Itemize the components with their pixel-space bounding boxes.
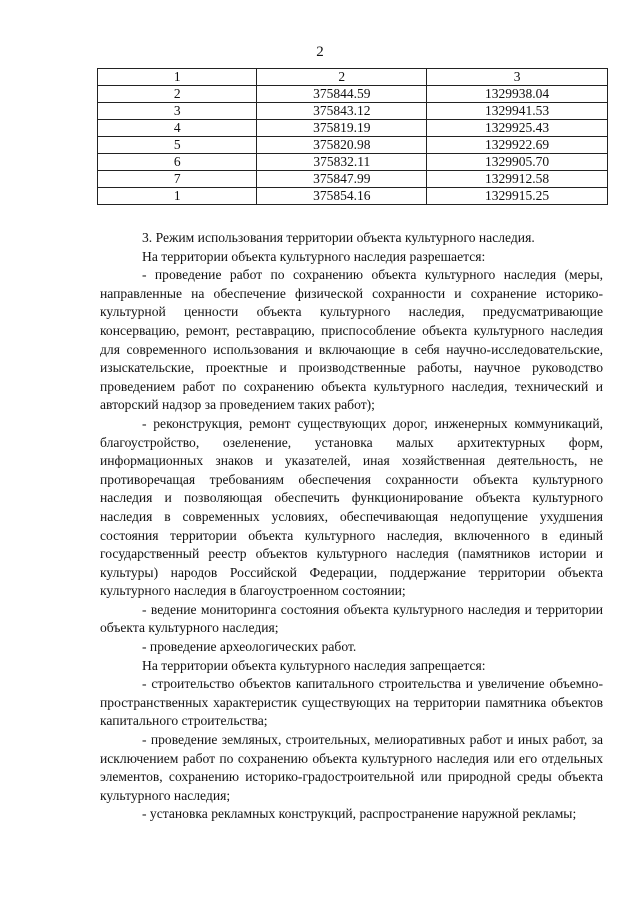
prohibited-intro: На территории объекта культурного наследия запрещается: — [142, 657, 486, 673]
table-header-cell: 1 — [98, 69, 257, 86]
table-cell-x: 375843.12 — [257, 103, 427, 120]
prohibited-item: - строительство объектов капитального строительства и увеличение объемно-пространственных характеристик существующих на территории памятника объектов капитального строительства; — [100, 676, 603, 729]
table-row — [98, 86, 608, 103]
table-cell-point: 7 — [98, 171, 257, 188]
allowed-item: - проведение археологических работ. — [142, 639, 357, 655]
table-cell-y: 1329925.43 — [427, 120, 608, 137]
table-cell-y: 1329912.58 — [427, 171, 608, 188]
coordinates-table — [97, 68, 608, 205]
table-cell-y: 1329922.69 — [427, 137, 608, 154]
table-cell-point: 1 — [98, 188, 257, 205]
table-cell-y: 1329941.53 — [427, 103, 608, 120]
allowed-item: - проведение работ по сохранению объекта культурного наследия (меры, направленные на обеспечение физической сохранности и сохранение историко-культурной ценности объекта культурного наследия, предусматривающие консервацию, ремонт, реставрацию, приспособление объекта культурного наследия для современного использования и включающие в себя научно-исследовательские, изыскательские, проектные и производственные работы, научное руководство проведением работ по сохранению объекта культурного наследия, технический и авторский надзор за проведением таких работ); — [100, 267, 603, 413]
table-cell-x: 375820.98 — [257, 137, 427, 154]
table-row — [98, 171, 608, 188]
table-cell-x: 375847.99 — [257, 171, 427, 188]
table-cell-y: 1329938.04 — [427, 86, 608, 103]
table-cell-point: 6 — [98, 154, 257, 171]
table-header-cell: 3 — [427, 69, 608, 86]
prohibited-item: - установка рекламных конструкций, распространение наружной рекламы; — [142, 806, 577, 822]
table-cell-x: 375844.59 — [257, 86, 427, 103]
prohibited-item: - проведение земляных, строительных, мелиоративных работ и иных работ, за исключением работ по сохранению объекта культурного наследия или его отдельных элементов, сохранению историко-градостроительной или природной среды объекта культурного наследия; — [100, 732, 603, 803]
body-text — [100, 229, 603, 824]
table-cell-x: 375854.16 — [257, 188, 427, 205]
table-row — [98, 120, 608, 137]
table-row — [98, 137, 608, 154]
page-number: 2 — [316, 44, 324, 60]
table-cell-y: 1329905.70 — [427, 154, 608, 171]
allowed-item: - ведение мониторинга состояния объекта культурного наследия и территории объекта культурного наследия; — [100, 601, 603, 636]
table-cell-point: 3 — [98, 103, 257, 120]
table-row — [98, 188, 608, 205]
table-cell-x: 375832.11 — [257, 154, 427, 171]
allowed-intro: На территории объекта культурного наследия разрешается: — [142, 248, 486, 264]
allowed-item: - реконструкция, ремонт существующих дорог, инженерных коммуникаций, благоустройство, озеленение, установка малых архитектурных форм, информационных знаков и указателей, иная хозяйственная деятельность, не противоречащая требованиям обеспечения сохранности объекта культурного наследия и позволяющая обеспечить функционирование объекта культурного наследия в современных условиях, обеспечивающая недопущение ухудшения состояния территории объекта культурного наследия, включенного в единый государственный реестр объектов культурного наследия (памятников истории и культуры) народов Российской Федерации, поддержание территории объекта культурного наследия в благоустроенном состоянии; — [100, 415, 603, 599]
section-heading: 3. Режим использования территории объекта культурного наследия. — [142, 230, 535, 245]
table-header-row — [98, 69, 608, 86]
table-header-cell: 2 — [257, 69, 427, 86]
table-cell-point: 2 — [98, 86, 257, 103]
table-cell-point: 5 — [98, 137, 257, 154]
table-row — [98, 103, 608, 120]
table-row — [98, 154, 608, 171]
table-cell-x: 375819.19 — [257, 120, 427, 137]
table-cell-point: 4 — [98, 120, 257, 137]
table-cell-y: 1329915.25 — [427, 188, 608, 205]
